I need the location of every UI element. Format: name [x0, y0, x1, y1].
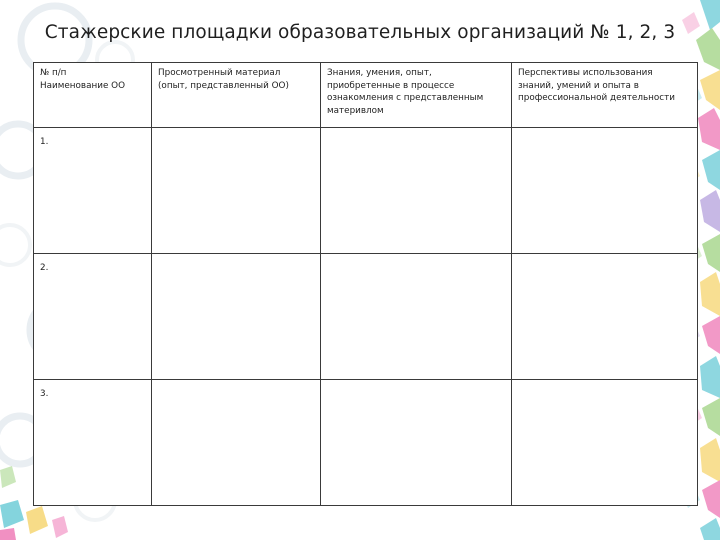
table-row [34, 380, 698, 506]
slide-title: Стажерские площадки образовательных организаций № 1, 2, 3 [44, 22, 676, 43]
header-text-line: материвлом [327, 105, 384, 116]
header-viewed-material [152, 63, 321, 128]
viewed-material-cell[interactable] [152, 128, 321, 254]
header-prospects [512, 63, 698, 128]
table-row [34, 254, 698, 380]
internship-table [33, 62, 698, 506]
header-text-line: Просмотренный материал [158, 68, 281, 78]
header-text-line: приобретенные в процессе [327, 80, 455, 91]
knowledge-cell[interactable] [321, 128, 512, 254]
header-number-name [34, 63, 152, 128]
row-number-cell: 2. [34, 254, 152, 380]
prospects-cell[interactable] [512, 128, 698, 254]
header-text-line: знаний, умений и опыта в [518, 80, 639, 91]
prospects-cell[interactable] [512, 380, 698, 506]
header-text-line: Наименование ОО [40, 80, 126, 91]
row-number-cell: 3. [34, 380, 152, 506]
knowledge-cell[interactable] [321, 254, 512, 380]
knowledge-cell[interactable] [321, 380, 512, 506]
header-text-line: (опыт, представленный ОО) [158, 80, 289, 91]
header-text-line: № п/п [40, 68, 67, 78]
row-number-cell: 1. [34, 128, 152, 254]
table-row [34, 128, 698, 254]
viewed-material-cell[interactable] [152, 380, 321, 506]
header-text-line: Перспективы использования [518, 68, 653, 78]
table-header-row [34, 63, 698, 128]
prospects-cell[interactable] [512, 254, 698, 380]
header-text-line: профессиональной деятельности [518, 93, 675, 103]
header-text-line: Знания, умения, опыт, [327, 68, 432, 78]
header-knowledge-acquired [321, 63, 512, 128]
viewed-material-cell[interactable] [152, 254, 321, 380]
header-text-line: ознакомления с представленным [327, 93, 484, 103]
